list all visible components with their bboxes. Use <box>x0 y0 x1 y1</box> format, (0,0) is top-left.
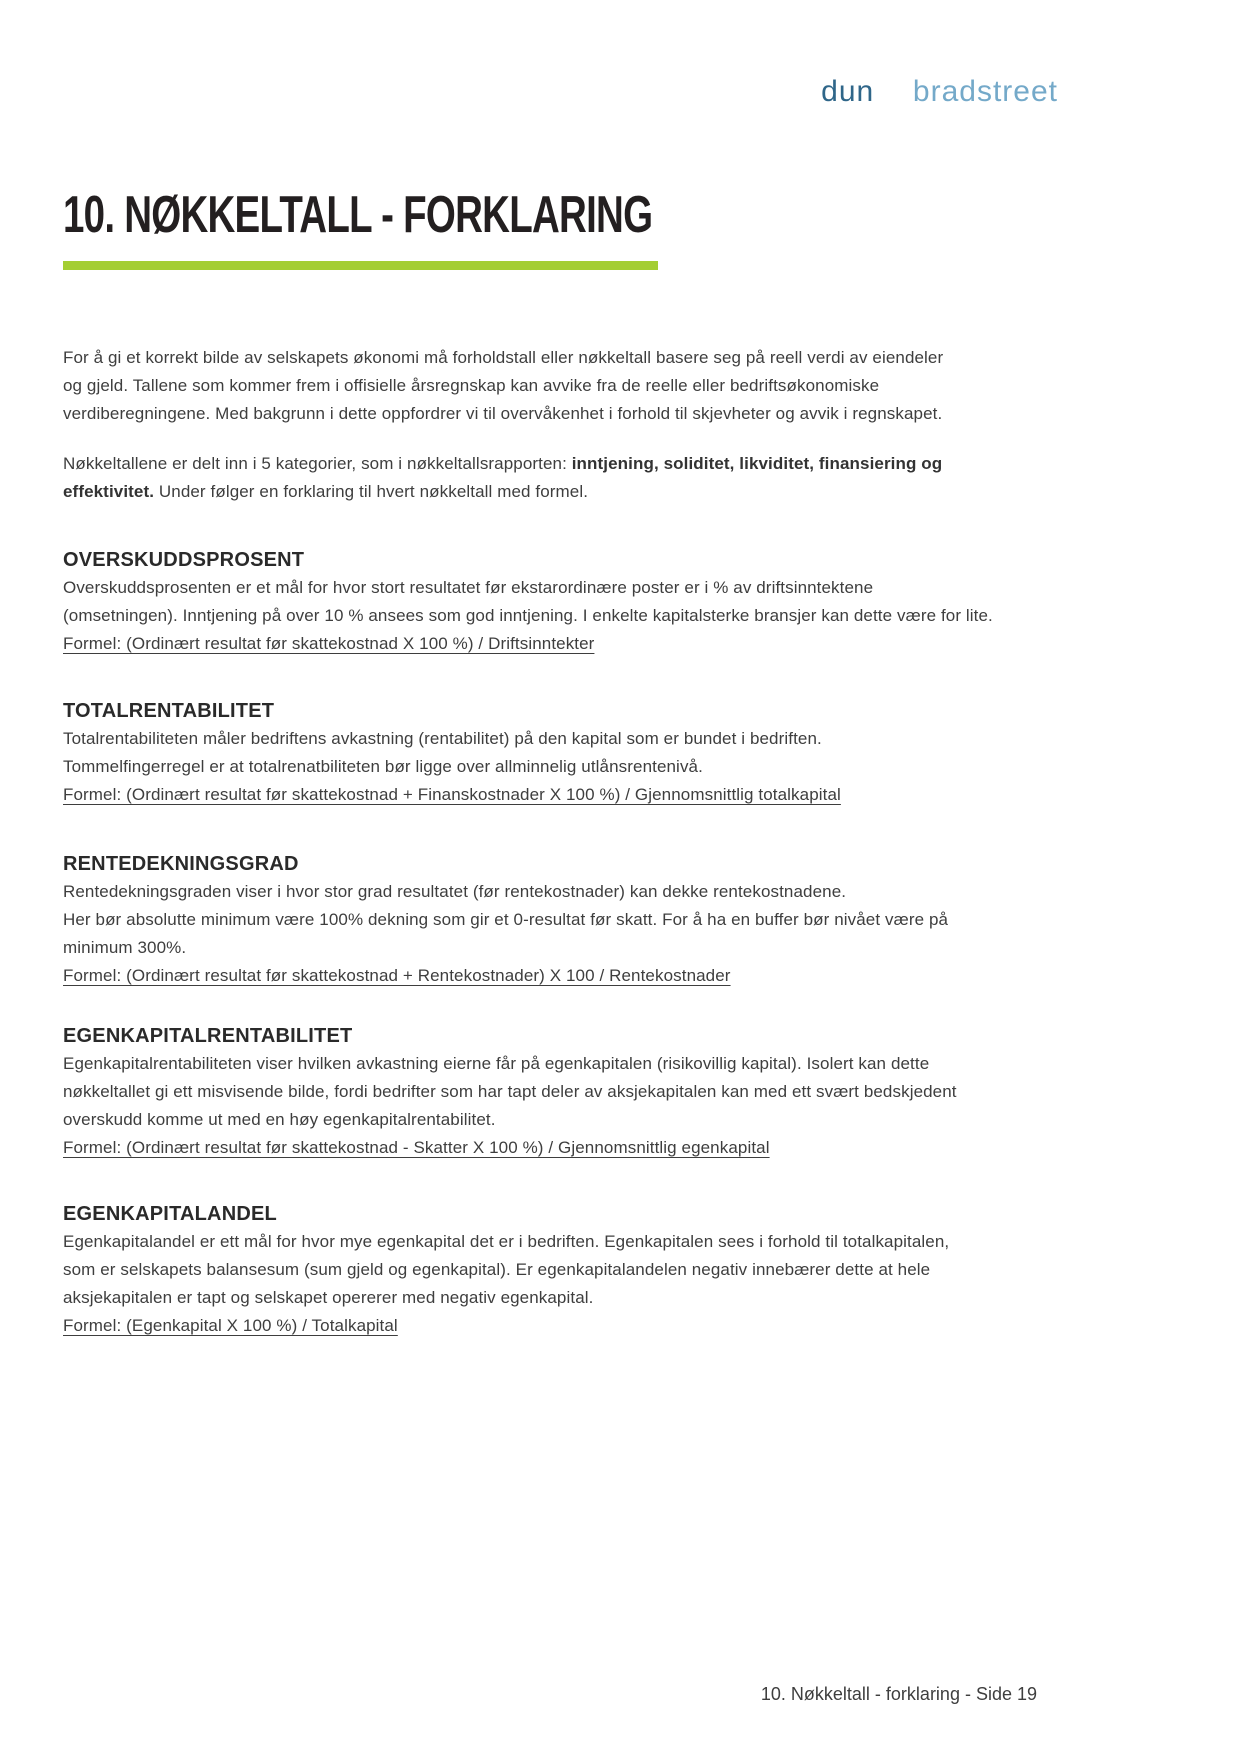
section-body-line: Overskuddsprosenten er et mål for hvor stort resultatet før ekstarordinære poster er i % av driftsinntektene <box>63 578 874 597</box>
section-heading: RENTEDEKNINGSGRAD <box>63 853 299 875</box>
section-body-line: Her bør absolutte minimum være 100% dekning som gir et 0-resultat før skatt. For å ha en buffer bør nivået være på <box>63 910 949 929</box>
section-body-line: Totalrentabiliteten måler bedriftens avkastning (rentabilitet) på den kapital som er bundet i bedriften. <box>63 729 822 748</box>
dun-bradstreet-logo: dun & bradstreet <box>821 64 1058 118</box>
formula-line: Formel: (Egenkapital X 100 %) / Totalkapital <box>63 1316 398 1335</box>
section-heading: EGENKAPITALANDEL <box>63 1203 277 1225</box>
section-heading: TOTALRENTABILITET <box>63 700 275 722</box>
section-body-line: Tommelfingerregel er at totalrenatbiliteten bør ligge over allminnelig utlånsrentenivå. <box>63 757 703 776</box>
keyfigure-section-overskuddsprosent <box>63 546 993 658</box>
category-list-bold-text: effektivitet. <box>63 482 155 501</box>
keyfigure-section-rentedekningsgrad <box>63 850 948 990</box>
formula-line: Formel: (Ordinært resultat før skattekostnad + Finanskostnader X 100 %) / Gjennomsnittlig totalkapital <box>63 785 841 804</box>
section-body-line: Rentedekningsgraden viser i hvor stor grad resultatet (før rentekostnader) kan dekke rentekostnadene. <box>63 882 847 901</box>
title-underline-bar <box>63 261 658 270</box>
section-heading: EGENKAPITALRENTABILITET <box>63 1025 353 1047</box>
keyfigure-section-egenkapitalrentabilitet <box>63 1022 957 1162</box>
page-footer: 10. Nøkkeltall - forklaring - Side 19 <box>760 1684 1037 1704</box>
intro-paragraph-1 <box>63 344 943 428</box>
section-heading: OVERSKUDDSPROSENT <box>63 549 305 571</box>
logo-text-dun: dun <box>821 75 875 108</box>
section-body-line: nøkkeltallet gi ett misvisende bilde, fordi bedrifter som har tapt deler av aksjekapitalen kan med ett svært bedskjedent <box>63 1082 957 1101</box>
paragraph-line: For å gi et korrekt bilde av selskapets økonomi må forholdstall eller nøkkeltall basere seg på reell verdi av eiendeler <box>63 348 944 367</box>
keyfigure-section-totalrentabilitet <box>63 697 841 809</box>
logo-text-bradstreet: bradstreet <box>912 75 1058 108</box>
section-body-line: Egenkapitalrentabiliteten viser hvilken avkastning eierne får på egenkapitalen (risikovillig kapital). Isolert kan dette <box>63 1054 930 1073</box>
category-list-bold-text: inntjening, soliditet, likviditet, finansiering og <box>571 454 943 473</box>
paragraph-line: verdiberegningene. Med bakgrunn i dette oppfordrer vi til overvåkenhet i forhold til skjevheter og avvik i regnskapet. <box>63 404 943 423</box>
formula-line: Formel: (Ordinært resultat før skattekostnad X 100 %) / Driftsinntekter <box>63 634 595 653</box>
paragraph-text: Under følger en forklaring til hvert nøkkeltall med formel. <box>154 482 589 501</box>
intro-paragraph-2 <box>63 450 942 506</box>
formula-line: Formel: (Ordinært resultat før skattekostnad + Rentekostnader) X 100 / Rentekostnader <box>63 966 731 985</box>
formula-line: Formel: (Ordinært resultat før skattekostnad - Skatter X 100 %) / Gjennomsnittlig egenkapital <box>63 1138 770 1157</box>
paragraph-text: Nøkkeltallene er delt inn i 5 kategorier, som i nøkkeltallsrapporten: <box>63 454 572 473</box>
section-body-line: (omsetningen). Inntjening på over 10 % ansees som god inntjening. I enkelte kapitalsterke bransjer kan dette være for lite. <box>63 606 993 625</box>
paragraph-line <box>63 450 942 478</box>
paragraph-line <box>63 478 942 506</box>
section-body-line: minimum 300%. <box>63 938 187 957</box>
section-body-line: som er selskapets balansesum (sum gjeld og egenkapital). Er egenkapitalandelen negativ innebærer dette at hele <box>63 1260 931 1279</box>
section-body-line: Egenkapitalandel er ett mål for hvor mye egenkapital det er i bedriften. Egenkapitalen sees i forhold til totalkapitalen, <box>63 1232 950 1251</box>
section-body-line: overskudd komme ut med en høy egenkapitalrentabilitet. <box>63 1110 496 1129</box>
page-title: 10. NØKKELTALL - FORKLARING <box>63 186 653 244</box>
section-body-line: aksjekapitalen er tapt og selskapet opererer med negativ egenkapital. <box>63 1288 594 1307</box>
paragraph-line: og gjeld. Tallene som kommer frem i offisielle årsregnskap kan avvike fra de reelle eller bedriftsøkonomiske <box>63 376 880 395</box>
keyfigure-section-egenkapitalandel <box>63 1200 949 1340</box>
